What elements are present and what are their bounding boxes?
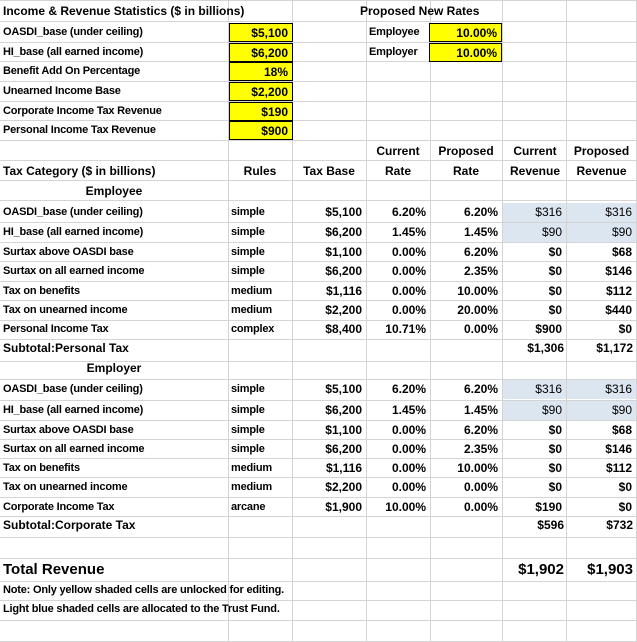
header-rate: Rate: [384, 164, 411, 178]
tax-rules: simple: [231, 404, 265, 416]
stats-label: Benefit Add On Percentage: [3, 65, 141, 77]
current-revenue: $900: [535, 322, 562, 336]
employee-section-title: Employee: [85, 184, 143, 198]
tax-category: Personal Income Tax: [3, 323, 109, 335]
tax-rules: simple: [231, 424, 265, 436]
current-revenue: $0: [548, 461, 562, 475]
current-rate: 0.00%: [391, 284, 426, 298]
tax-rules: arcane: [231, 501, 266, 513]
proposed-rate: 6.20%: [463, 205, 498, 219]
current-revenue: $90: [503, 401, 566, 420]
stats-label: Unearned Income Base: [3, 85, 121, 97]
current-rate: 0.00%: [391, 461, 426, 475]
tax-category: Corporate Income Tax: [3, 501, 115, 513]
proposed-rate: 2.35%: [463, 264, 498, 278]
proposed-revenue: $146: [605, 264, 632, 278]
tax-rules: simple: [231, 443, 265, 455]
employer-subtotal-label: Subtotal:Corporate Tax: [3, 518, 136, 532]
current-revenue: $0: [548, 284, 562, 298]
current-rate: 0.00%: [391, 423, 426, 437]
current-rate: 10.71%: [385, 322, 426, 336]
tax-category: Tax on benefits: [3, 285, 80, 297]
total-revenue-current: $1,902: [518, 561, 564, 578]
proposed-revenue: $0: [618, 322, 632, 336]
proposed-revenue: $68: [611, 423, 632, 437]
proposed-revenue: $146: [605, 442, 632, 456]
tax-category: Tax on unearned income: [3, 481, 128, 493]
header-category: Tax Category ($ in billions): [3, 164, 156, 178]
proposed-rate: 1.45%: [463, 225, 498, 239]
current-rate: 0.00%: [391, 303, 426, 317]
current-revenue: $0: [548, 303, 562, 317]
header-revenue: Revenue: [509, 164, 561, 178]
rate-value-input[interactable]: 10.00%: [429, 23, 502, 42]
tax-base: $1,900: [325, 500, 362, 514]
tax-category: Surtax on all earned income: [3, 265, 145, 277]
tax-rules: medium: [231, 285, 272, 297]
tax-rules: medium: [231, 304, 272, 316]
proposed-revenue: $0: [618, 500, 632, 514]
stats-title: Income & Revenue Statistics ($ in billions): [3, 4, 245, 18]
current-rate: 1.45%: [391, 225, 426, 239]
proposed-rate: 10.00%: [457, 284, 498, 298]
tax-rules: simple: [231, 265, 265, 277]
tax-base: $6,200: [325, 403, 362, 417]
proposed-rate: 6.20%: [463, 382, 498, 396]
proposed-revenue: $68: [611, 245, 632, 259]
tax-category: OASDI_base (under ceiling): [3, 383, 143, 395]
stats-value-input[interactable]: $190: [229, 102, 293, 121]
stats-value-input[interactable]: $5,100: [229, 23, 293, 42]
current-rate: 6.20%: [391, 205, 426, 219]
proposed-rate: 6.20%: [463, 245, 498, 259]
tax-rules: medium: [231, 481, 272, 493]
tax-rules: simple: [231, 246, 265, 258]
header-current2: Current: [513, 144, 557, 158]
rate-value-input[interactable]: 10.00%: [429, 43, 502, 62]
current-rate: 1.45%: [391, 403, 426, 417]
proposed-rate: 0.00%: [463, 500, 498, 514]
employer-section-title: Employer: [86, 361, 142, 375]
current-revenue: $90: [503, 223, 566, 242]
current-revenue: $0: [548, 442, 562, 456]
tax-rules: medium: [231, 462, 272, 474]
current-revenue: $0: [548, 423, 562, 437]
current-rate: 0.00%: [391, 442, 426, 456]
header-proposed2: Proposed: [573, 144, 630, 158]
tax-base: $8,400: [325, 322, 362, 336]
tax-rules: complex: [231, 323, 275, 335]
header-rules: Rules: [243, 164, 277, 178]
note-editable: Note: Only yellow shaded cells are unlocked for editing.: [3, 584, 284, 596]
proposed-revenue: $112: [605, 461, 632, 475]
tax-base: $1,100: [325, 245, 362, 259]
tax-category: Surtax above OASDI base: [3, 424, 134, 436]
tax-base: $1,116: [325, 284, 362, 298]
current-rate: 0.00%: [391, 264, 426, 278]
tax-rules: simple: [231, 206, 265, 218]
tax-category: HI_base (all earned income): [3, 404, 144, 416]
employer-subtotal-proposed: $732: [606, 518, 633, 532]
header-revenue2: Revenue: [576, 164, 627, 178]
proposed-rate: 2.35%: [463, 442, 498, 456]
rate-label: Employee: [369, 26, 420, 38]
proposed-rate: 10.00%: [457, 461, 498, 475]
tax-base: $6,200: [325, 264, 362, 278]
employer-subtotal-current: $596: [537, 518, 564, 532]
proposed-revenue: $316: [567, 380, 636, 399]
proposed-rate: 6.20%: [463, 423, 498, 437]
proposed-revenue: $90: [567, 223, 636, 242]
tax-base: $1,116: [325, 461, 362, 475]
current-rate: 0.00%: [391, 245, 426, 259]
proposed-revenue: $440: [605, 303, 632, 317]
note-trust-fund: Light blue shaded cells are allocated to the Trust Fund.: [3, 603, 280, 615]
rate-label: Employer: [369, 46, 418, 58]
stats-label: Personal Income Tax Revenue: [3, 124, 156, 136]
current-revenue: $0: [548, 264, 562, 278]
tax-base: $2,200: [325, 480, 362, 494]
tax-base: $2,200: [325, 303, 362, 317]
employee-subtotal-current: $1,306: [527, 341, 564, 355]
total-revenue-proposed: $1,903: [587, 561, 633, 578]
tax-base: $5,100: [325, 382, 362, 396]
header-rate2: Rate: [452, 164, 479, 178]
proposed-rate: 1.45%: [463, 403, 498, 417]
current-revenue: $190: [535, 500, 562, 514]
tax-category: Tax on unearned income: [3, 304, 128, 316]
tax-category: Surtax above OASDI base: [3, 246, 134, 258]
tax-base: $1,100: [325, 423, 362, 437]
proposed-rate: 0.00%: [463, 480, 498, 494]
stats-label: HI_base (all earned income): [3, 46, 144, 58]
tax-rules: simple: [231, 226, 265, 238]
tax-category: OASDI_base (under ceiling): [3, 206, 143, 218]
current-revenue: $316: [503, 380, 566, 399]
stats-value-input[interactable]: 18%: [229, 62, 293, 81]
current-rate: 10.00%: [385, 500, 426, 514]
current-revenue: $316: [503, 203, 566, 222]
stats-label: OASDI_base (under ceiling): [3, 26, 143, 38]
stats-value-input[interactable]: $2,200: [229, 82, 293, 101]
current-rate: 0.00%: [391, 480, 426, 494]
proposed-rate: 20.00%: [457, 303, 498, 317]
employee-subtotal-proposed: $1,172: [596, 341, 633, 355]
current-revenue: $0: [548, 480, 562, 494]
employee-subtotal-label: Subtotal:Personal Tax: [3, 341, 129, 355]
proposed-revenue: $316: [567, 203, 636, 222]
tax-category: Surtax on all earned income: [3, 443, 145, 455]
tax-base: $5,100: [325, 205, 362, 219]
current-rate: 6.20%: [391, 382, 426, 396]
rates-title: Proposed New Rates: [360, 4, 480, 18]
proposed-revenue: $112: [605, 284, 632, 298]
header-proposed: Proposed: [438, 144, 494, 158]
current-revenue: $0: [548, 245, 562, 259]
tax-base: $6,200: [325, 225, 362, 239]
tax-rules: simple: [231, 383, 265, 395]
tax-category: HI_base (all earned income): [3, 226, 144, 238]
header-current: Current: [376, 144, 420, 158]
stats-value-input[interactable]: $900: [229, 121, 293, 140]
tax-base: $6,200: [325, 442, 362, 456]
tax-category: Tax on benefits: [3, 462, 80, 474]
proposed-rate: 0.00%: [463, 322, 498, 336]
stats-value-input[interactable]: $6,200: [229, 43, 293, 62]
stats-label: Corporate Income Tax Revenue: [3, 105, 162, 117]
total-revenue-label: Total Revenue: [3, 561, 105, 578]
proposed-revenue: $0: [618, 480, 632, 494]
proposed-revenue: $90: [567, 401, 636, 420]
header-tax-base: Tax Base: [303, 164, 355, 178]
